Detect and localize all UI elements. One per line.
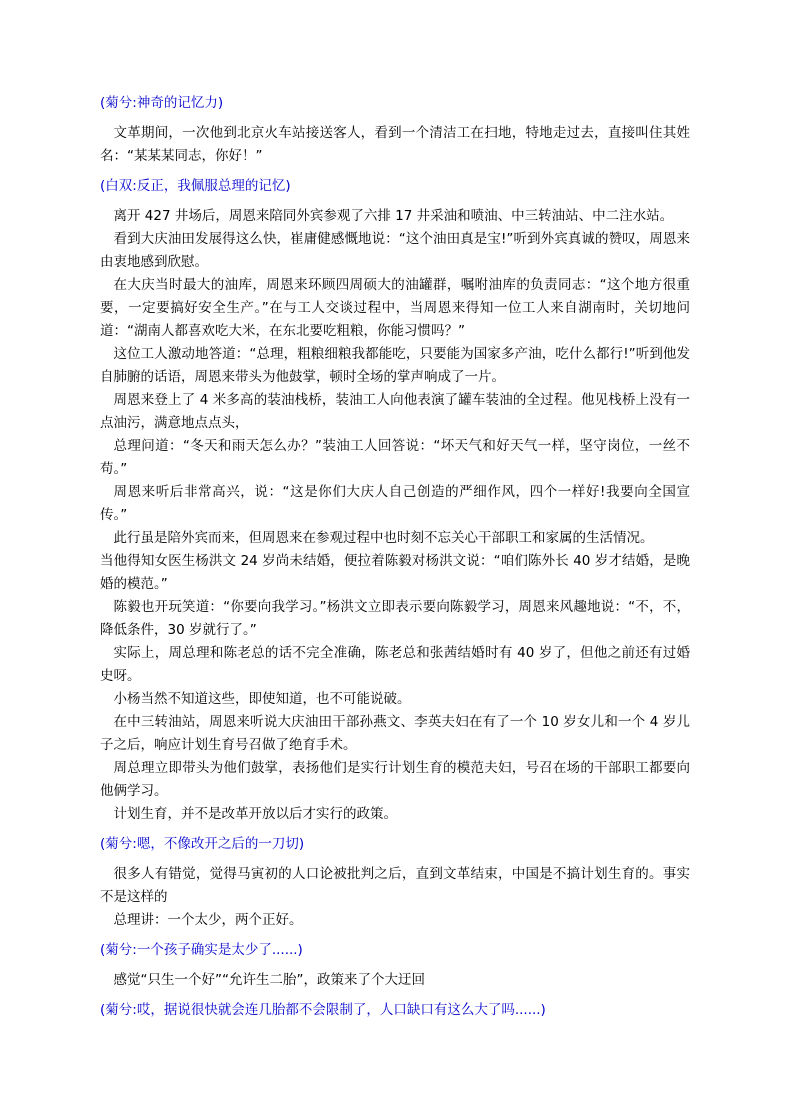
editor-comment: (菊兮:神奇的记忆力) bbox=[100, 95, 224, 111]
paragraph: 很多人有错觉，觉得马寅初的人口论被批判之后，直到文革结束，中国是不搞计划生育的。事实不是这样的 bbox=[100, 866, 690, 905]
paragraph: 陈毅也开玩笑道：“你要向我学习。”杨洪文立即表示要向陈毅学习，周恩来风趣地说：“不，不，降低条件，30 岁就行了。” bbox=[100, 599, 690, 638]
paragraph: 实际上，周总理和陈老总的话不完全准确，陈老总和张茜结婚时有 40 岁了，但他之前还有过婚史呀。 bbox=[100, 645, 690, 684]
paragraph: 文革期间，一次他到北京火车站接送客人，看到一个清洁工在扫地，特地走过去，直接叫住其姓名：“某某某同志，你好！” bbox=[100, 125, 690, 164]
paragraph: 小杨当然不知道这些，即使知道，也不可能说破。 bbox=[113, 691, 411, 707]
paragraph: 这位工人激动地答道：“总理，粗粮细粮我都能吃，只要能为国家多产油，吃什么都行!”听到他发自肺腑的话语，周恩来带头为他鼓掌，顿时全场的掌声响成了一片。 bbox=[100, 346, 690, 385]
paragraph: 周恩来登上了 4 米多高的装油栈桥，装油工人向他表演了罐车装油的全过程。他见栈桥上没有一点油污，满意地点点头， bbox=[100, 392, 690, 431]
paragraph: 总理问道：“冬天和雨天怎么办？”装油工人回答说：“坏天气和好天气一样，坚守岗位，一丝不苟。” bbox=[100, 438, 690, 477]
editor-comment: (白双:反正，我佩服总理的记忆) bbox=[100, 178, 291, 194]
paragraph: 此行虽是陪外宾而来，但周恩来在参观过程中也时刻不忘关心干部职工和家属的生活情况。 bbox=[113, 530, 654, 546]
paragraph: 当他得知女医生杨洪文 24 岁尚未结婚，便拉着陈毅对杨洪文说：“咱们陈外长 40 岁才结婚，是晚婚的模范。” bbox=[100, 553, 690, 592]
editor-comment: (菊兮:一个孩子确实是太少了......) bbox=[100, 942, 303, 958]
paragraph: 总理讲：一个太少，两个正好。 bbox=[113, 912, 303, 928]
paragraph: 在大庆当时最大的油库，周恩来环顾四周硕大的油罐群，嘱咐油库的负责同志：“这个地方很重要，一定要搞好安全生产。”在与工人交谈过程中，当周恩来得知一位工人来自湖南时，关切地问道：“湖南人都喜欢吃大米，在东北要吃粗粮，你能习惯吗？” bbox=[100, 277, 690, 339]
paragraph: 离开 427 井场后，周恩来陪同外宾参观了六排 17 井采油和喷油、中三转油站、中二注水站。 bbox=[113, 208, 674, 224]
document-page bbox=[100, 92, 690, 1022]
editor-comment: (菊兮:嗯，不像改开之后的一刀切) bbox=[100, 836, 305, 852]
paragraph: 周恩来听后非常高兴，说：“这是你们大庆人自己创造的严细作风，四个一样好!我要向全国宣传。” bbox=[100, 484, 690, 523]
paragraph: 周总理立即带头为他们鼓掌，表扬他们是实行计划生育的模范夫妇，号召在场的干部职工都要向他俩学习。 bbox=[100, 760, 690, 799]
editor-comment: (菊兮:哎，据说很快就会连几胎都不会限制了，人口缺口有这么大了吗......) bbox=[100, 1002, 546, 1018]
paragraph: 感觉“只生一个好”“允许生二胎”，政策来了个大迂回 bbox=[113, 972, 425, 988]
paragraph: 在中三转油站，周恩来听说大庆油田干部孙燕文、李英夫妇在有了一个 10 岁女儿和一个 4 岁儿子之后，响应计划生育号召做了绝育手术。 bbox=[100, 714, 690, 753]
paragraph: 看到大庆油田发展得这么快，崔庸健感慨地说：“这个油田真是宝!”听到外宾真诚的赞叹，周恩来由衷地感到欣慰。 bbox=[100, 231, 690, 270]
paragraph: 计划生育，并不是改革开放以后才实行的政策。 bbox=[113, 806, 397, 822]
